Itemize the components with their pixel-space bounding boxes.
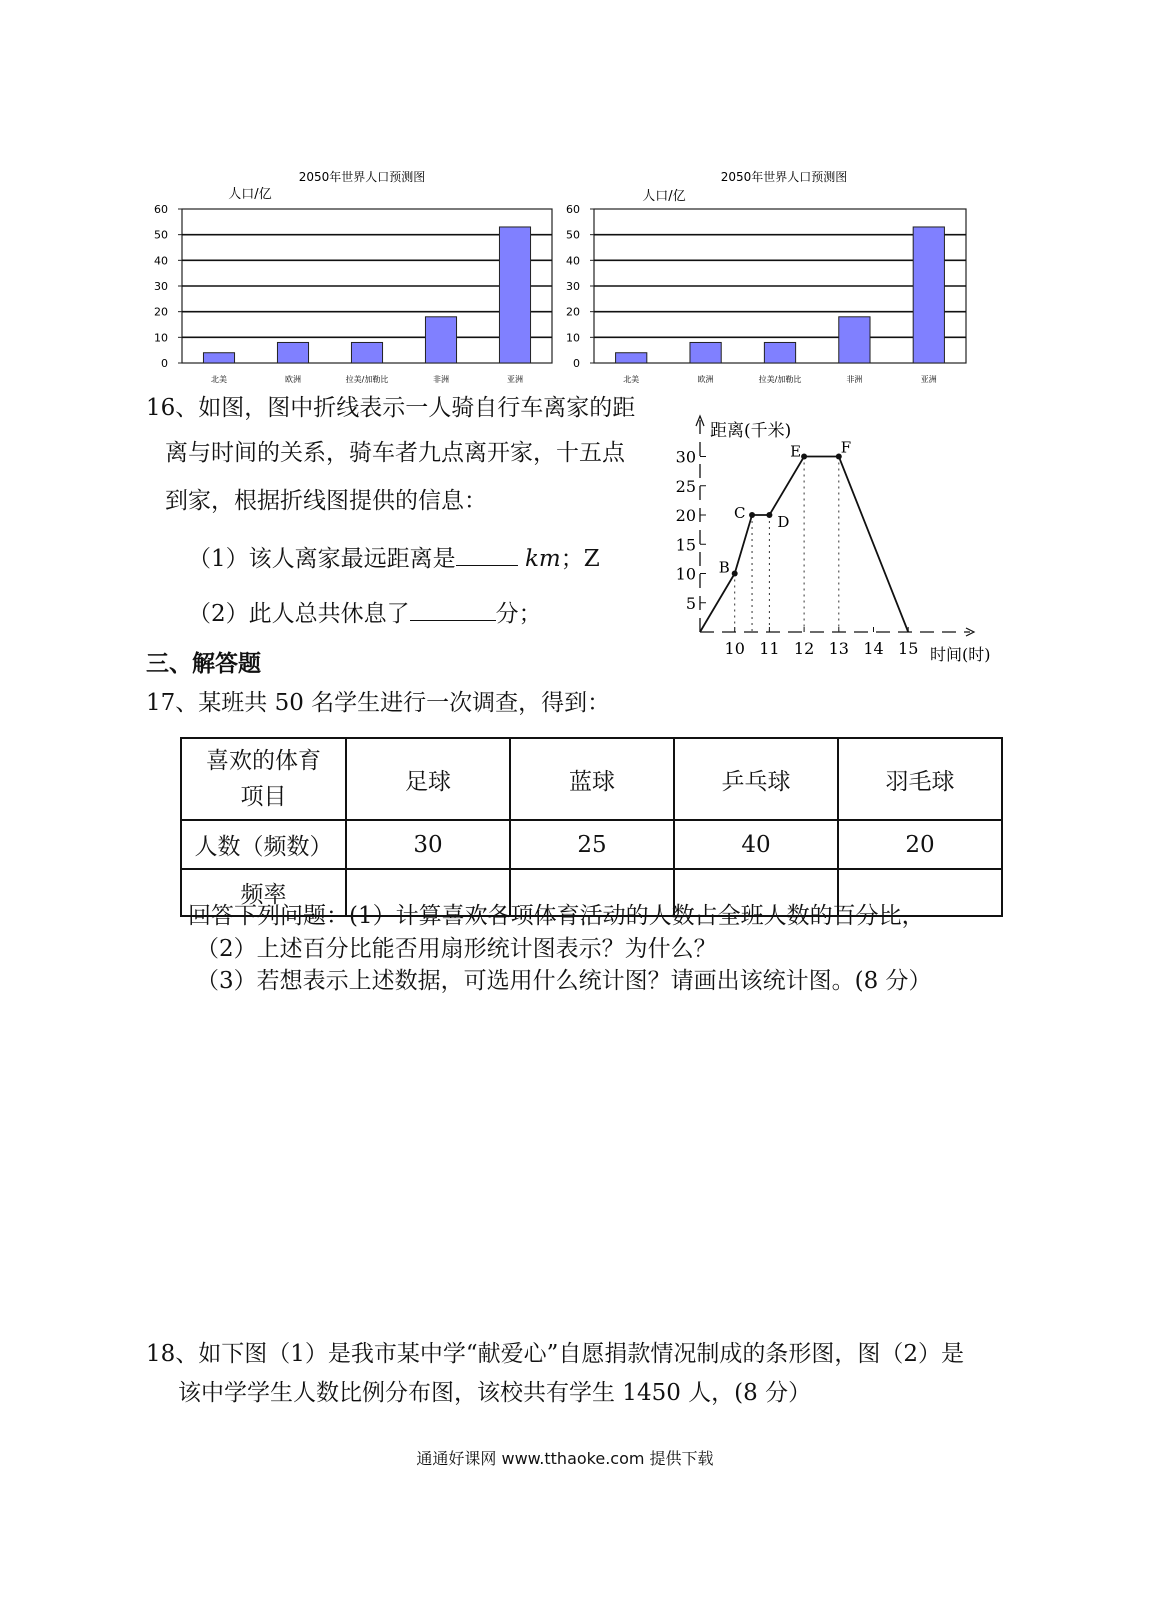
- y-tick-label: 30: [566, 280, 580, 293]
- section-title: 三、解答题: [146, 651, 261, 677]
- q16-line-1: 16、如图，图中折线表示一人骑自行车离家的距: [146, 395, 636, 421]
- q16-item-1-text: （1）该人离家最远距离是: [188, 546, 456, 572]
- chart-title: 2050年世界人口预测图: [720, 170, 848, 184]
- header-first-line-1: 喜欢的体育: [206, 748, 321, 774]
- x-tick-label: 15: [898, 639, 919, 658]
- answer-blank[interactable]: [456, 545, 518, 566]
- y-tick-label: 10: [675, 564, 696, 584]
- q17-question-2: （2）上述百分比能否用扇形统计图表示？为什么？: [196, 936, 717, 962]
- y-tick-label: 60: [154, 203, 168, 216]
- x-tick-label: 欧洲: [285, 375, 301, 384]
- plot-area: [566, 203, 966, 384]
- point-label: B: [718, 558, 730, 577]
- y-axis-label: 人口/亿: [642, 189, 686, 204]
- y-tick-label: 30: [675, 447, 696, 467]
- point-label: E: [790, 442, 802, 461]
- point-label: C: [734, 504, 746, 522]
- x-tick-label: 14: [863, 639, 884, 658]
- bar: [764, 342, 795, 363]
- x-tick-label: 13: [828, 639, 849, 658]
- x-tick-label: 欧洲: [697, 375, 714, 384]
- q16-item-1: [188, 545, 600, 571]
- bar: [203, 353, 234, 363]
- q16-item-2-tail: 分；: [495, 601, 542, 627]
- point-label: F: [840, 438, 852, 457]
- y-tick-label: 20: [675, 506, 696, 525]
- answer-blank[interactable]: [410, 600, 496, 621]
- y-tick-label: 60: [566, 203, 580, 216]
- series-line: [700, 457, 908, 633]
- y-axis-label: 人口/亿: [228, 187, 272, 202]
- x-tick-label: 北美: [623, 375, 640, 384]
- x-tick-label: 非洲: [433, 375, 449, 384]
- table-header-cell: 乒乓球: [674, 738, 838, 820]
- data-point: [732, 571, 738, 577]
- bar: [839, 317, 870, 363]
- table-row: [181, 820, 1002, 869]
- table-cell: 人数（频数）: [181, 820, 346, 869]
- y-tick-label: 10: [154, 331, 168, 345]
- y-axis-label: 距离(千米): [710, 421, 792, 441]
- y-tick-label: 0: [573, 357, 580, 370]
- q16-item-2: [188, 600, 542, 626]
- x-tick-label: 拉美/加勒比: [758, 375, 802, 384]
- x-tick-label: 拉美/加勒比: [345, 375, 389, 384]
- q18-line-1: 18、如下图（1）是我市某中学“献爱心”自愿捐款情况制成的条形图，图（2）是: [146, 1341, 965, 1367]
- q16-item-1-tail: ；Z: [560, 546, 600, 572]
- bar: [913, 227, 944, 363]
- page-footer: 通通好课网 www.tthaoke.com 提供下载: [416, 1449, 714, 1468]
- table-cell: 25: [510, 820, 674, 869]
- bar: [690, 342, 721, 363]
- bar: [499, 227, 530, 363]
- table-cell: 频率: [181, 869, 346, 916]
- q16-line-3: 到家，根据折线图提供的信息：: [165, 488, 487, 514]
- x-tick-label: 非洲: [846, 375, 863, 384]
- y-tick-label: 40: [566, 254, 580, 268]
- q16-line-2: 离与时间的关系，骑车者九点离开家，十五点: [165, 440, 625, 466]
- data-point: [801, 454, 807, 460]
- bar: [425, 317, 456, 363]
- y-tick-label: 50: [154, 228, 168, 242]
- table-header-cell: 羽毛球: [838, 738, 1002, 820]
- q16-item-2-text: （2）此人总共休息了: [188, 601, 410, 627]
- bar: [277, 342, 308, 363]
- y-tick-label: 50: [566, 228, 580, 242]
- distance-time-line-chart: [660, 410, 1010, 670]
- bar: [616, 353, 647, 363]
- q17-question-1: 回答下列问题：(1）计算喜欢各项体育活动的人数占全班人数的百分比，: [188, 903, 925, 929]
- x-tick-label: 12: [793, 639, 815, 658]
- population-bar-chart-1: [140, 160, 570, 395]
- y-tick-label: 25: [675, 476, 696, 496]
- y-tick-label: 15: [675, 535, 696, 555]
- q18-line-2: 该中学学生人数比例分布图，该校共有学生 1450 人，(8 分）: [178, 1380, 812, 1406]
- point-label: D: [777, 513, 790, 531]
- survey-table: [180, 737, 1003, 917]
- table-cell: 30: [346, 820, 510, 869]
- q17-intro: 17、某班共 50 名学生进行一次调查，得到：: [146, 690, 611, 716]
- table-cell: 40: [674, 820, 838, 869]
- y-tick-label: 10: [566, 331, 580, 345]
- x-tick-label: 北美: [211, 375, 227, 384]
- table-header-cell: 足球: [346, 738, 510, 820]
- header-first-line-2: 项目: [240, 784, 287, 810]
- table-header-cell: [181, 738, 346, 820]
- x-axis-label: 时间(时): [930, 645, 991, 664]
- data-point: [749, 512, 755, 518]
- table-cell: 20: [838, 820, 1002, 869]
- y-tick-label: 30: [154, 280, 168, 293]
- q17-question-3: （3）若想表示上述数据，可选用什么统计图？请画出该统计图。(8 分）: [196, 968, 932, 994]
- y-tick-label: 40: [154, 254, 168, 268]
- y-tick-label: 20: [566, 305, 580, 319]
- x-tick-label: 10: [724, 639, 745, 658]
- plot-area: [154, 203, 552, 384]
- chart-title: 2050年世界人口预测图: [298, 170, 426, 184]
- x-tick-label: 11: [759, 639, 780, 658]
- table-header-row: [181, 738, 1002, 820]
- x-tick-label: 亚洲: [920, 375, 937, 384]
- data-point: [766, 512, 772, 518]
- x-tick-label: 亚洲: [507, 375, 523, 384]
- population-bar-chart-2: [552, 160, 982, 395]
- y-tick-label: 5: [685, 593, 696, 613]
- unit-km: km: [524, 546, 561, 572]
- table-header-cell: 蓝球: [510, 738, 674, 820]
- bar: [351, 342, 382, 363]
- line-plot: [676, 416, 991, 664]
- y-tick-label: 0: [161, 357, 168, 370]
- y-tick-label: 20: [154, 305, 168, 319]
